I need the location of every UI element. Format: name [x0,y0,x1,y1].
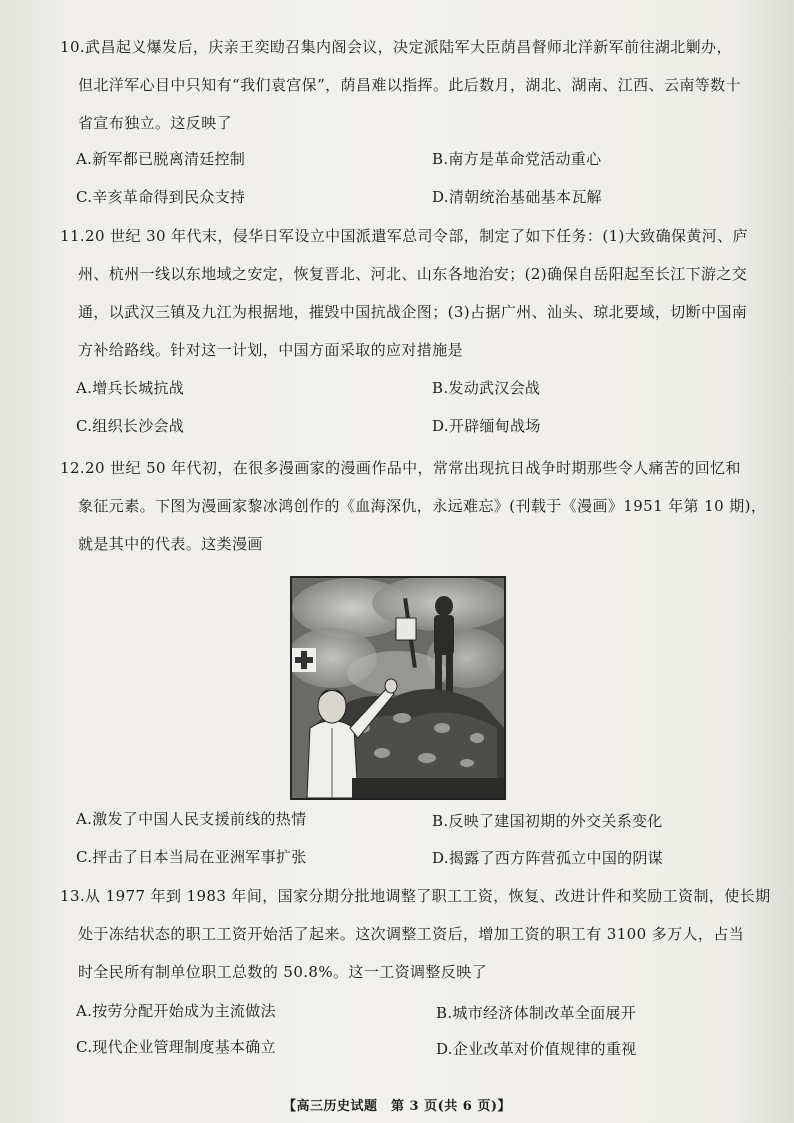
question-text-line: 10.武昌起义爆发后，庆亲王奕劻召集内阁会议，决定派陆军大臣荫昌督师北洋新军前往湖北剿办， [60,38,732,56]
question-text-line: 通，以武汉三镇及九江为根据地，摧毁中国抗战企图；(3)占据广州、汕头、琼北要域，切断中国南 [78,303,748,321]
option-d[interactable]: D.开辟缅甸战场 [432,417,541,435]
question-12 [60,449,767,563]
option-d[interactable]: D.揭露了西方阵营孤立中国的阴谋 [432,849,664,867]
question-text-line: 处于冻结状态的职工工资开始活了起来。这次调整工资后，增加工资的职工有 3100 多万人，占当 [78,925,745,943]
cartoon-illustration [290,576,506,800]
option-c[interactable]: C.组织长沙会战 [76,417,185,435]
question-11 [60,217,750,369]
option-a[interactable]: A.增兵长城抗战 [76,379,185,397]
question-text-line: 12.20 世纪 50 年代初，在很多漫画家的漫画作品中，常常出现抗日战争时期那些令人痛苦的回忆和 [60,459,741,477]
question-text-line: 11.20 世纪 30 年代末，侵华日军设立中国派遣军总司令部，制定了如下任务：(1)大致确保黄河、庐 [60,227,748,245]
question-10 [60,28,750,142]
question-13 [60,877,771,991]
option-b[interactable]: B.南方是革命党活动重心 [432,150,602,168]
question-text-line: 省宣布独立。这反映了 [78,114,233,132]
question-text-line: 州、杭州一线以东地域之安定，恢复晋北、河北、山东各地治安；(2)确保自岳阳起至长江下游之交 [78,265,748,283]
option-b[interactable]: B.反映了建国初期的外交关系变化 [432,812,663,830]
option-a[interactable]: A.新军都已脱离清廷控制 [76,150,246,168]
option-b[interactable]: B.城市经济体制改革全面展开 [436,1004,636,1022]
option-c[interactable]: C.辛亥革命得到民众支持 [76,188,246,206]
option-b[interactable]: B.发动武汉会战 [432,379,541,397]
question-text-line: 时全民所有制单位职工总数的 50.8%。这一工资调整反映了 [78,963,488,981]
option-a[interactable]: A.激发了中国人民支援前线的热情 [76,810,307,828]
option-a[interactable]: A.按劳分配开始成为主流做法 [76,1002,276,1020]
question-text-line: 13.从 1977 年到 1983 年间，国家分期分批地调整了职工工资，恢复、改进计件和奖励工资制，使长期 [60,887,771,905]
option-d[interactable]: D.清朝统治基础基本瓦解 [432,188,602,206]
option-d[interactable]: D.企业改革对价值规律的重视 [436,1040,637,1058]
question-text-line: 方补给路线。针对这一计划，中国方面采取的应对措施是 [78,341,464,359]
page-footer: 【高三历史试题 第 3 页(共 6 页)】 [283,1099,511,1114]
cartoon-drawing [292,578,504,798]
question-text-line: 象征元素。下图为漫画家黎冰鸿创作的《血海深仇，永远难忘》(刊载于《漫画》1951 年第 10 期)， [78,497,767,515]
option-c[interactable]: C.抨击了日本当局在亚洲军事扩张 [76,848,307,866]
question-text-line: 就是其中的代表。这类漫画 [78,535,263,553]
question-text-line: 但北洋军心目中只知有“我们袁宫保”，荫昌难以指挥。此后数月，湖北、湖南、江西、云南等数十 [78,76,741,94]
option-c[interactable]: C.现代企业管理制度基本确立 [76,1038,276,1056]
